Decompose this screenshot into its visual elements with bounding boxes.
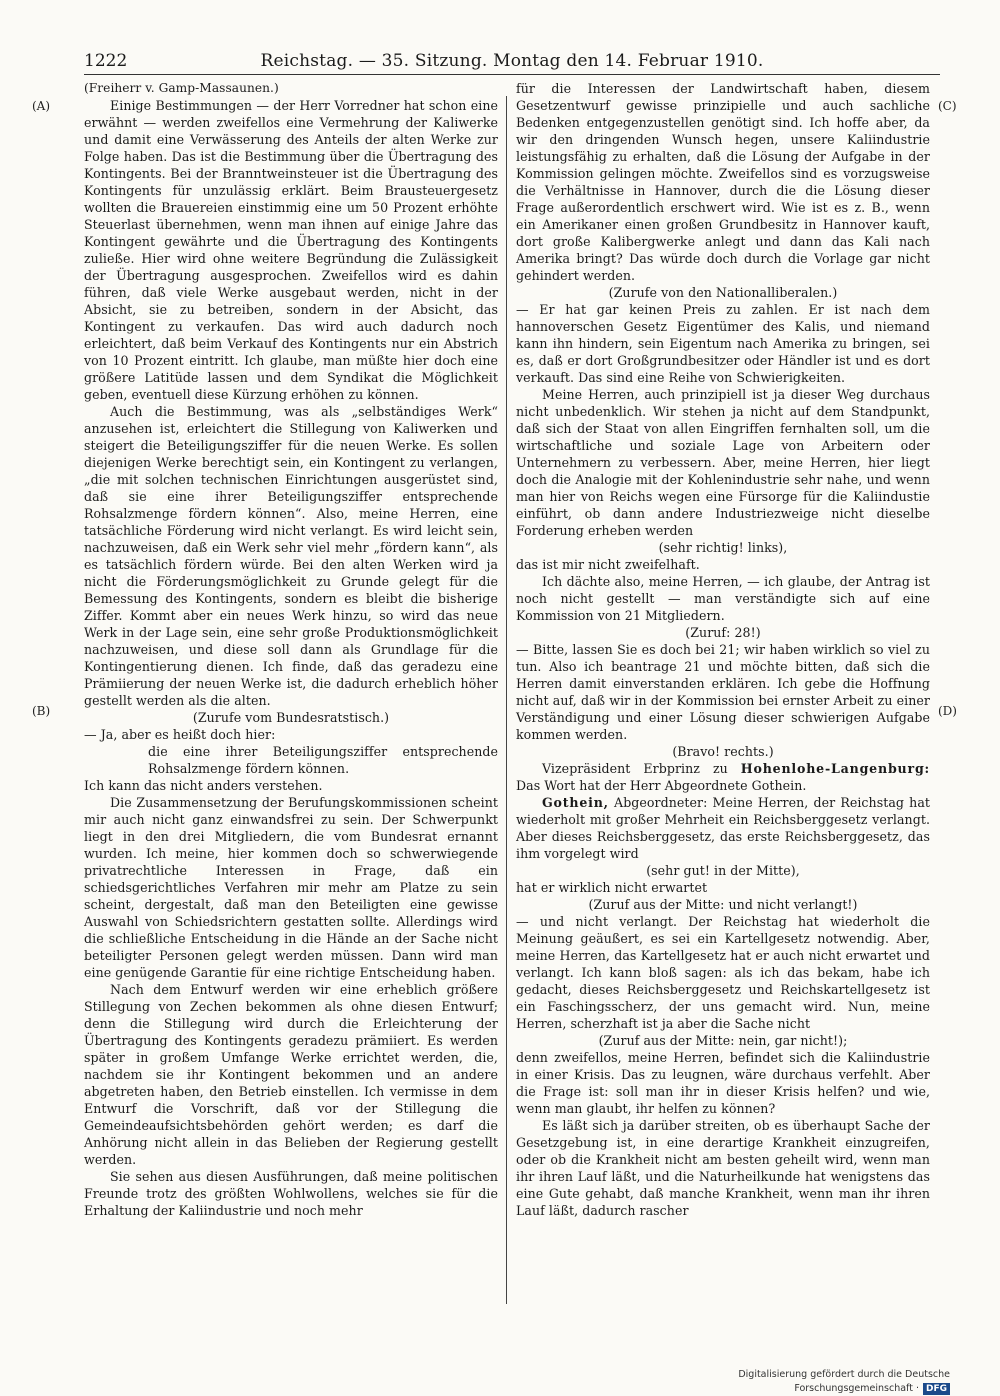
- interjection: (sehr gut! in der Mitte),: [646, 863, 800, 878]
- paragraph: Meine Herren, auch prinzipiell ist ja dieser Weg durchaus nicht unbedenklich. Wir stehen ja nicht auf dem Standpunkt, daß sich der Staat von allen Eingriffen fernhalten soll, um die wirtschaftliche und soziale Lage von Arbeitern oder Unternehmern zu verbessern. Aber, meine Herren, hier liegt doch die Analogie mit der Kohlenindustrie sehr nahe, und wenn man hier von Reichs wegen eine Fürsorge für die Kaliindustie einführt, ob dann andere Industriezweige nicht dieselbe Forderung erheben werden: [516, 387, 930, 538]
- page-header: [84, 48, 940, 74]
- speaker-name: Hohenlohe-Langenburg:: [740, 761, 930, 776]
- interjection: (Zuruf aus der Mitte: nein, gar nicht!);: [598, 1033, 848, 1048]
- running-title: Reichstag. — 35. Sitzung. Montag den 14. Februar 1910.: [260, 51, 764, 71]
- margin-marker-c: (C): [938, 99, 957, 113]
- right-column: [516, 80, 930, 1308]
- speaker-running-head: (Freiherr v. Gamp-Massaunen.): [84, 81, 279, 95]
- interjection: (sehr richtig! links),: [658, 540, 788, 555]
- margin-marker-b: (B): [32, 704, 51, 718]
- interjection: (Zuruf: 28!): [685, 625, 761, 640]
- paragraph: — und nicht verlangt. Der Reichstag hat wiederholt die Meinung geäußert, es sei ein Kartellgesetz notwendig. Aber, meine Herren, das Kartellgesetz hat er auch nicht erwartet und verlangt. Ich kann bloß sagen: als ich das bekam, habe ich gedacht, dieses Reichsberggesetz und Reichskartellgesetz ist ein Faschingsscherz, der uns gemacht wird. Nun, meine Herren, scherzhaft ist ja aber die Sache nicht: [516, 914, 930, 1031]
- speaker-paragraph: [516, 760, 930, 794]
- interjection: (Zurufe vom Bundesratstisch.): [192, 710, 390, 725]
- digitization-credit: [620, 1368, 950, 1394]
- paragraph: Sie sehen aus diesen Ausführungen, daß meine politischen Freunde trotz des größten Wohlwollens, welches sie für die Erhaltung der Kaliindustrie und noch mehr: [84, 1169, 498, 1218]
- interjection: (Zurufe von den Nationalliberalen.): [608, 285, 838, 300]
- dfg-logo: DFG: [923, 1383, 950, 1395]
- paragraph: denn zweifellos, meine Herren, befindet sich die Kaliindustrie in einer Krisis. Das zu leugnen, wäre durchaus verfehlt. Aber die Frage ist: soll man ihr in dieser Krisis helfen? und wie, wenn man glaubt, ihr helfen zu können?: [516, 1050, 930, 1116]
- page-number: 1222: [84, 51, 128, 71]
- credit-text: Digitalisierung gefördert durch die Deutsche Forschungsgemeinschaft ·: [738, 1369, 950, 1394]
- speaker-text: Das Wort hat der Herr Abgeordnete Gothein.: [516, 778, 807, 793]
- speaker-name: Gothein,: [542, 795, 609, 810]
- paragraph: das ist mir nicht zweifelhaft.: [516, 557, 700, 572]
- paragraph: Einige Bestimmungen — der Herr Vorredner hat schon eine erwähnt — werden zweifellos eine Vermehrung der Kaliwerke und damit eine Verwässerung des Anteils der alten Werke zur Folge haben. Das ist die Bestimmung über die Übertragung des Kontingents. Bei der Branntweinsteuer ist die Übertragung des Kontingents für unzulässig erklärt. Beim Brausteuergesetz wollten die Brauereien einstimmig eine um 50 Prozent erhöhte Steuerlast übernehmen, wenn man ihnen auf einige Jahre das Kontingent gewährte und die Übertragung des Kontingents zuließe. Hier wird ohne weitere Begründung die Zulässigkeit der Übertragung ausgesprochen. Zweifellos wird es dahin führen, daß viele Werke ausgebaut werden, nicht in der Absicht, sie zu betreiben, sondern in der Absicht, das Kontingent zu verkaufen. Das wird auch dadurch noch erleichtert, daß beim Verkauf des Kontingents nur ein Abstrich von 10 Prozent eintritt. Ich glaube, man müßte hier doch eine größere Latitüde lassen und dem Syndikat die Möglichkeit geben, eventuell diese Kürzung erhöhen zu können.: [84, 98, 498, 402]
- paragraph: Ich dächte also, meine Herren, — ich glaube, der Antrag ist noch nicht gestellt — man verständigte sich auf eine Kommission von 21 Mitgliedern.: [516, 574, 930, 623]
- header-rule: [84, 74, 940, 75]
- paragraph: Ich kann das nicht anders verstehen.: [84, 778, 323, 793]
- margin-marker-d: (D): [938, 704, 957, 718]
- paragraph: Auch die Bestimmung, was als „selbständiges Werk“ anzusehen ist, erleichtert die Stillegung von Kaliwerken und steigert die Beteiligungsziffer für die neuen Werke. Es sollen diejenigen Werke berechtigt sein, ein Kontingent zu verlangen, „die mit solchen technischen Einrichtungen ausgerüstet sind, daß sie eine ihrer Beteiligungsziffer entsprechende Rohsalzmenge fördern können“. Also, meine Herren, eine tatsächliche Förderung wird nicht verlangt. Es wird leicht sein, nachzuweisen, daß ein Werk sehr viel mehr „fördern kann“, als es tatsächlich fördern würde. Bei den alten Werken wird ja nicht die Förderungsmöglichkeit zu Grunde gelegt für die Bemessung des Kontingents, sondern es bleibt die bisherige Ziffer. Kommt aber ein neues Werk hinzu, so wird das neue Werk in der Lage sein, eine sehr große Produktionsmöglichkeit nachzuweisen, und diese soll dann als Grundlage für die Kontingentierung dienen. Ich finde, daß das geradezu eine Prämiierung der neuen Werke ist, die dadurch erheblich höher gestellt werden als die alten.: [84, 404, 498, 708]
- interjection: (Bravo! rechts.): [672, 744, 774, 759]
- block-quote: die eine ihrer Beteiligungsziffer entsprechende Rohsalzmenge fördern können.: [148, 744, 498, 776]
- paragraph: — Bitte, lassen Sie es doch bei 21; wir haben wirklich so viel zu tun. Also ich beantrage 21 und möchte bitten, daß sich die Herren damit einverstanden erklären. Ich gebe die Hoffnung nicht auf, daß wir in der Kommission bei ernster Arbeit zu einer Verständigung und einer Lösung dieser schwierigen Aufgabe kommen werden.: [516, 642, 930, 742]
- margin-marker-a: (A): [32, 99, 51, 113]
- paragraph: hat er wirklich nicht erwartet: [516, 880, 708, 895]
- speaker-text: Abgeordneter: Meine Herren, der Reichstag hat wiederholt mit großer Mehrheit ein Reichsberggesetz verlangt. Aber dieses Reichsberggesetz, das erste Reichsberggesetz, das ihm vorgelegt wird: [516, 795, 930, 861]
- paragraph: — Er hat gar keinen Preis zu zahlen. Er ist nach dem hannoverschen Gesetz Eigentümer des Kalis, und niemand kann ihn hindern, sein Eigentum nach Amerika zu bringen, sei es, daß er dort Großgrundbesitzer oder Händler ist und es dort verkauft. Das sind eine Reihe von Schwierigkeiten.: [516, 302, 930, 385]
- paragraph: für die Interessen der Landwirtschaft haben, diesem Gesetzentwurf gewisse prinzipielle und auch sachliche Bedenken entgegenzustellen genötigt sind. Ich hoffe aber, da wir den dringenden Wunsch hegen, unsere Kaliindustrie leistungsfähig zu erhalten, daß die Lösung der Aufgabe in der Kommission gelingen möchte. Zweifellos sind es vorzugsweise die Verhältnisse in Hannover, durch die die Lösung dieser Frage außerordentlich erschwert wird. Wie ist es z. B., wenn ein Amerikaner einen großen Grundbesitz in Hannover kauft, dort große Kalibergwerke anlegt und dann das Kali nach Amerika bringt? Das würde doch durch die Vorlage gar nicht gehindert werden.: [516, 81, 930, 283]
- speaker-title: Vizepräsident Erbprinz zu: [542, 761, 741, 776]
- column-divider: [506, 96, 507, 1304]
- speaker-paragraph: [516, 794, 930, 862]
- paragraph: Die Zusammensetzung der Berufungskommissionen scheint mir auch nicht ganz einwandsfrei zu sein. Der Schwerpunkt liegt in den drei Mitgliedern, die vom Bundesrat ernannt wurden. Ich meine, hier kommen doch so schwerwiegende privatrechtliche Interessen in Frage, daß ein schiedsgerichtliches Verfahren mir mehr am Platze zu sein scheint, dergestalt, daß man den Beteiligten eine gewisse Auswahl von Schiedsrichtern gestatten sollte. Allerdings wird die schließliche Entscheidung in die Hände an der Sache nicht beteiligter Personen gelegt werden müssen. Dann wird man eine genügende Garantie für eine richtige Entscheidung haben.: [84, 795, 498, 980]
- interjection: (Zuruf aus der Mitte: und nicht verlangt!): [588, 897, 858, 912]
- paragraph: Es läßt sich ja darüber streiten, ob es überhaupt Sache der Gesetzgebung ist, in eine derartige Krankheit einzugreifen, oder ob die Krankheit nicht am besten geheilt wird, wenn man ihr ihren Lauf läßt, und die Naturheilkunde hat wenigstens das eine Gute gehabt, daß manche Krankheit, wenn man ihr ihren Lauf läßt, dadurch rascher: [516, 1118, 930, 1218]
- paragraph: — Ja, aber es heißt doch hier:: [84, 727, 276, 742]
- paragraph: Nach dem Entwurf werden wir eine erheblich größere Stillegung von Zechen bekommen als ohne diesen Entwurf; denn die Stillegung wird durch die Erleichterung der Übertragung des Kontingents geradezu prämiiert. Es werden später in großem Umfange Werke errichtet werden, die, nachdem sie ihr Kontingent bekommen und an andere abgetreten haben, den Betrieb einstellen. Ich vermisse in dem Entwurf die Vorschrift, daß vor der Stillegung die Gemeindeaufsichtsbehörden gehört werden; es darf die Anhörung nicht allein in das Belieben der Regierung gestellt werden.: [84, 982, 498, 1167]
- left-column: [84, 80, 498, 1308]
